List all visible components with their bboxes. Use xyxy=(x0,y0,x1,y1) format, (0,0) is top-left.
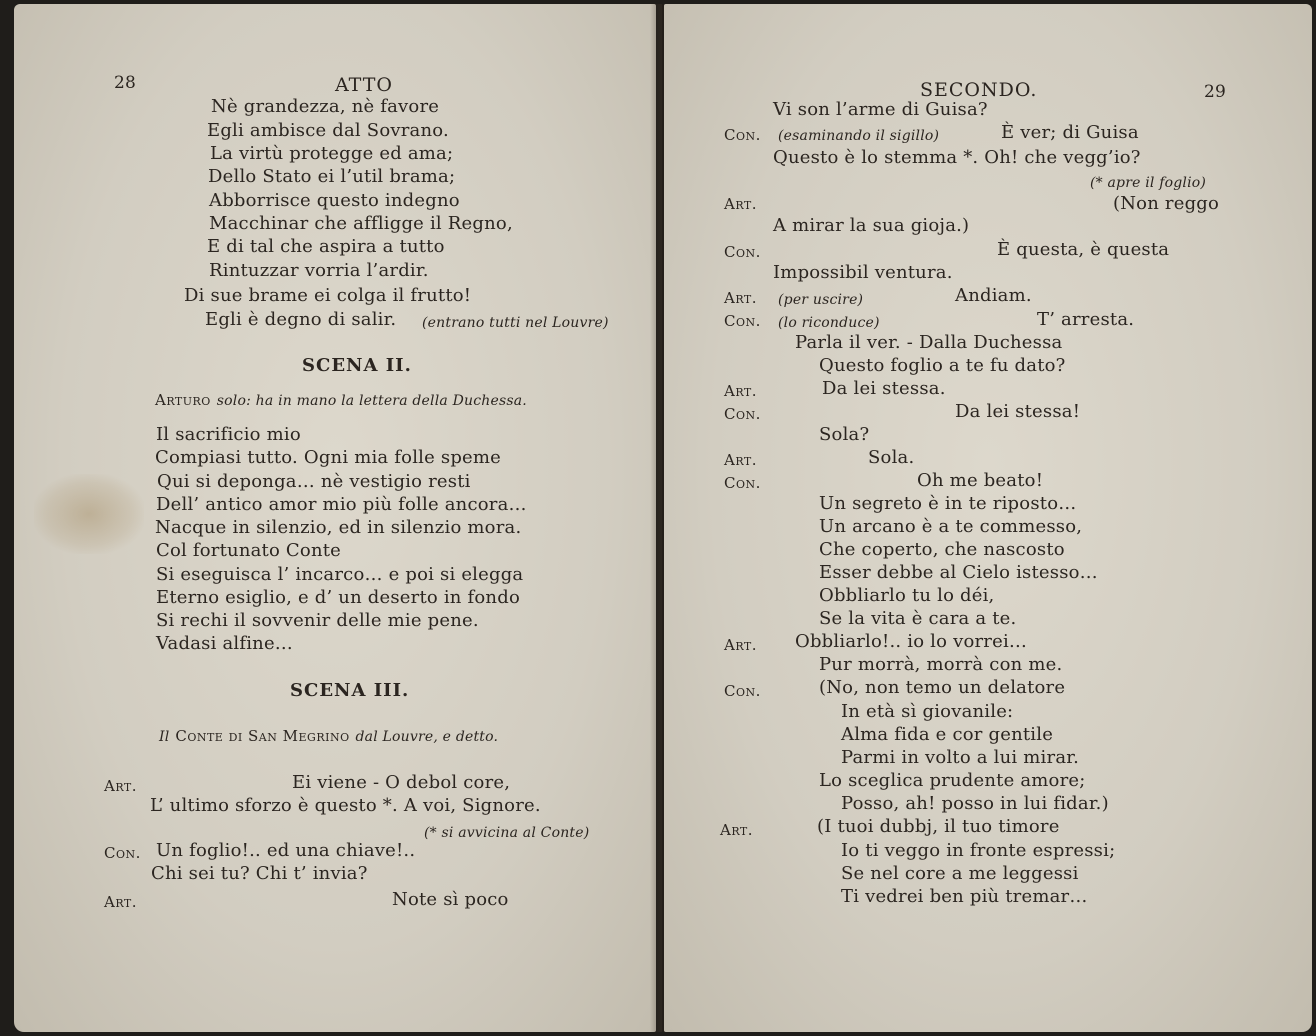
speaker-label: Con. xyxy=(724,682,761,700)
verse-line: Nacque in silenzio, ed in silenzio mora. xyxy=(155,517,522,538)
dialogue-line: Vi son l’arme di Guisa? xyxy=(773,99,988,120)
verse-line: Il sacrificio mio xyxy=(156,424,301,445)
page-number: 29 xyxy=(1204,82,1227,102)
running-head: SECONDO. xyxy=(920,79,1038,101)
speaker-label: Art. xyxy=(724,289,758,307)
verse-line: Dello Stato ei l’util brama; xyxy=(208,166,456,187)
dialogue-line: Un segreto è in te riposto… xyxy=(819,493,1077,514)
dialogue-line: Da lei stessa. xyxy=(822,378,946,399)
dialogue-line: Ei viene - O debol core, xyxy=(292,772,511,793)
dialogue-line: Se la vita è cara a te. xyxy=(819,608,1017,629)
speaker-label: Art. xyxy=(724,195,758,213)
speaker-label: Con. xyxy=(724,405,761,423)
verse-line: Egli è degno di salir. xyxy=(205,309,397,330)
dialogue-line: Esser debbe al Cielo istesso… xyxy=(819,562,1098,583)
dialogue-line: L’ ultimo sforzo è questo *. A voi, Signore. xyxy=(150,795,541,816)
dialogue-line: Chi sei tu? Chi t’ invia? xyxy=(151,863,368,884)
speaker-label: Con. xyxy=(104,844,141,862)
dialogue-line: Oh me beato! xyxy=(917,470,1044,491)
verse-line: Eterno esiglio, e d’ un deserto in fondo xyxy=(156,587,520,608)
dialogue-line: Impossibil ventura. xyxy=(773,262,953,283)
dialogue-line: Ti vedrei ben più tremar… xyxy=(841,886,1088,907)
dialogue-line: Questo è lo stemma *. Oh! che vegg’io? xyxy=(773,147,1141,168)
scene-note: solo: ha in mano la lettera della Duchessa. xyxy=(216,393,527,409)
verse-line: Rintuzzar vorria l’ardir. xyxy=(209,260,429,281)
dialogue-line: Obbliarlo tu lo déi, xyxy=(819,585,995,606)
dialogue-line: Questo foglio a te fu dato? xyxy=(819,355,1066,376)
scene-description xyxy=(155,389,527,412)
speaker-label: Art. xyxy=(724,451,758,469)
dialogue-line: Parla il ver. - Dalla Duchessa xyxy=(795,332,1063,353)
dialogue-line: Obbliarlo!.. io lo vorrei… xyxy=(795,631,1028,652)
scene-note-prefix: Il xyxy=(159,729,170,745)
water-stain xyxy=(34,474,144,554)
speaker-label: Art. xyxy=(724,382,758,400)
speaker-label: Art. xyxy=(720,821,754,839)
verse-line: Di sue brame ei colga il frutto! xyxy=(184,285,472,306)
dialogue-line: In età sì giovanile: xyxy=(841,701,1014,722)
speaker-label: Con. xyxy=(724,243,761,261)
stage-direction: (esaminando il sigillo) xyxy=(778,128,940,144)
dialogue-line: Un foglio!.. ed una chiave!.. xyxy=(156,840,416,861)
dialogue-line: Sola. xyxy=(868,447,915,468)
running-head: ATTO xyxy=(335,74,393,96)
dialogue-line: Lo sceglica prudente amore; xyxy=(819,770,1086,791)
speaker-label: Con. xyxy=(724,126,761,144)
speaker-label: Art. xyxy=(104,893,138,911)
speaker-label: Art. xyxy=(104,777,138,795)
dialogue-line: Pur morrà, morrà con me. xyxy=(819,654,1063,675)
scene-description xyxy=(159,725,498,748)
stage-direction: (* si avvicina al Conte) xyxy=(424,825,590,841)
dialogue-line: (Non reggo xyxy=(1113,193,1220,214)
speaker-label: Con. xyxy=(724,312,761,330)
speaker-name: Arturo xyxy=(155,391,211,409)
dialogue-line: Da lei stessa! xyxy=(955,401,1081,422)
verse-line: La virtù protegge ed ama; xyxy=(210,143,454,164)
verse-line: Si rechi il sovvenir delle mie pene. xyxy=(156,610,479,631)
dialogue-line: Io ti veggo in fronte espressi; xyxy=(841,840,1116,861)
dialogue-line: (No, non temo un delatore xyxy=(819,677,1066,698)
verse-line: Col fortunato Conte xyxy=(156,540,342,561)
scene-heading: SCENA III. xyxy=(290,680,410,701)
dialogue-line: T’ arresta. xyxy=(1037,309,1135,330)
verse-line: Si eseguisca l’ incarco… e poi si elegga xyxy=(156,564,524,585)
right-page xyxy=(664,4,1312,1032)
stage-direction: (per uscire) xyxy=(778,292,864,308)
scene-heading: SCENA II. xyxy=(302,355,412,376)
dialogue-line: Andiam. xyxy=(955,285,1032,306)
verse-line: Vadasi alfine… xyxy=(156,633,294,654)
verse-line: Abborrisce questo indegno xyxy=(209,190,460,211)
dialogue-line: Che coperto, che nascosto xyxy=(819,539,1065,560)
verse-line: Macchinar che affligge il Regno, xyxy=(209,213,513,234)
speaker-label: Art. xyxy=(724,636,758,654)
verse-line: Compiasi tutto. Ogni mia folle speme xyxy=(155,447,502,468)
scene-note: dal Louvre, e detto. xyxy=(355,729,499,745)
dialogue-line: Posso, ah! posso in lui fidar.) xyxy=(841,793,1109,814)
dialogue-line: (I tuoi dubbj, il tuo timore xyxy=(817,816,1060,837)
dialogue-line: È questa, è questa xyxy=(997,239,1170,260)
speaker-name: Conte di San Megrino xyxy=(175,727,350,745)
dialogue-line: Parmi in volto a lui mirar. xyxy=(841,747,1080,768)
verse-line: Egli ambisce dal Sovrano. xyxy=(207,120,449,141)
dialogue-line: Un arcano è a te commesso, xyxy=(819,516,1083,537)
dialogue-line: Note sì poco xyxy=(392,889,509,910)
speaker-label: Con. xyxy=(724,474,761,492)
verse-line: Dell’ antico amor mio più folle ancora… xyxy=(156,494,527,515)
stage-direction: (entrano tutti nel Louvre) xyxy=(422,315,609,331)
verse-line: E di tal che aspira a tutto xyxy=(207,236,445,257)
left-page xyxy=(14,4,656,1032)
dialogue-line: È ver; di Guisa xyxy=(1001,122,1139,143)
verse-line: Nè grandezza, nè favore xyxy=(211,96,440,117)
stage-direction: (lo riconduce) xyxy=(778,315,880,331)
stage-direction: (* apre il foglio) xyxy=(1090,175,1207,191)
dialogue-line: Sola? xyxy=(819,424,870,445)
dialogue-line: Se nel core a me leggessi xyxy=(841,863,1079,884)
page-number: 28 xyxy=(114,73,137,93)
verse-line: Qui si deponga… nè vestigio resti xyxy=(157,471,471,492)
dialogue-line: Alma fida e cor gentile xyxy=(841,724,1054,745)
dialogue-line: A mirar la sua gioja.) xyxy=(773,215,970,236)
